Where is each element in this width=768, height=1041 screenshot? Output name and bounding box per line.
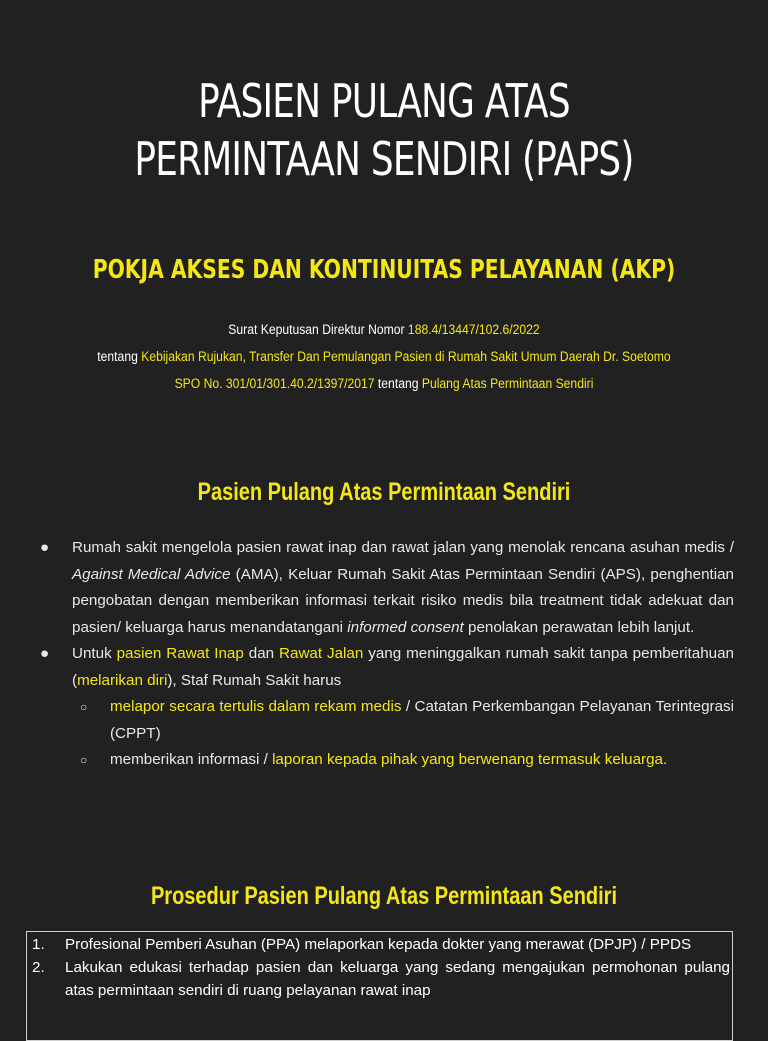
- bullet-icon: ●: [40, 645, 50, 662]
- list-item: [40, 641, 734, 694]
- bullet-text: penolakan perawatan lebih lanjut.: [463, 618, 695, 636]
- highlight-text: melarikan diri: [77, 671, 168, 689]
- reference-line-2: [38, 343, 729, 370]
- step-number: 1.: [32, 936, 45, 953]
- section-heading-paps: Pasien Pulang Atas Permintaan Sendiri: [197, 478, 571, 506]
- bullet-text: yang meninggalkan rumah sakit tanpa pemberitahuan (: [72, 645, 734, 689]
- bullet-text: dan: [243, 645, 280, 662]
- bullet-icon: ●: [40, 539, 50, 556]
- title-line-1: PASIEN PULANG ATAS: [198, 74, 570, 128]
- reference-label: tentang: [97, 349, 142, 364]
- procedure-steps: [30, 933, 730, 1002]
- policy-title: Kebijakan Rujukan, Transfer Dan Pemulangan Pasien di Rumah Sakit Umum Daerah Dr. Soetomo: [141, 349, 671, 364]
- bullet-text-italic: Against Medical Advice: [72, 565, 231, 583]
- procedure-step: [30, 956, 730, 1002]
- reference-label: Surat Keputusan Direktur Nomor: [228, 322, 408, 337]
- subtitle: POKJA AKSES DAN KONTINUITAS PELAYANAN (AKP): [92, 255, 676, 285]
- bullet-text: Rumah sakit mengelola pasien rawat inap dan rawat jalan yang menolak rencana asuhan medis /: [72, 539, 734, 556]
- sub-list-item: [40, 694, 734, 747]
- spo-number: SPO No. 301/01/301.40.2/1397/2017: [174, 376, 375, 391]
- page-title: [84, 72, 683, 188]
- circle-bullet-icon: ○: [80, 753, 88, 767]
- circle-bullet-icon: ○: [80, 700, 88, 714]
- bullet-text: ), Staf Rumah Sakit harus: [167, 671, 342, 689]
- highlight-text: laporan kepada pihak yang berwenang termasuk keluarga.: [272, 751, 668, 768]
- list-item: [40, 535, 734, 641]
- highlight-text: melapor secara tertulis dalam rekam medis: [110, 698, 402, 715]
- step-number: 2.: [32, 959, 45, 976]
- bullet-text: (AMA), Keluar Rumah Sakit Atas Permintaan Sendiri (APS), penghentian pengobatan dengan memberikan informasi terkait risiko medis bila treatment tidak adekuat dan pasien/ keluarga harus menandatangani: [72, 565, 734, 636]
- bullet-text-italic: informed consent: [347, 618, 464, 636]
- step-text: Profesional Pemberi Asuhan (PPA) melaporkan kepada dokter yang merawat (DPJP) / PPDS: [65, 936, 692, 953]
- reference-label: tentang: [374, 376, 422, 391]
- step-text: Lakukan edukasi terhadap pasien dan keluarga yang sedang mengajukan permohonan pulang atas permintaan sendiri di ruang pelayanan rawat inap: [65, 959, 730, 999]
- reference-line-3: [38, 370, 729, 397]
- section-heading-procedure: Prosedur Pasien Pulang Atas Permintaan Sendiri: [150, 882, 618, 910]
- bullet-text: / Catatan Perkembangan Pelayanan Terintegrasi (CPPT): [110, 698, 734, 742]
- procedure-step: [30, 933, 730, 956]
- bullet-list: [40, 535, 734, 774]
- highlight-text: pasien Rawat Inap: [116, 645, 244, 662]
- highlight-text: Rawat Jalan: [279, 645, 364, 662]
- bullet-text: memberikan informasi /: [110, 751, 273, 768]
- bullet-text: Untuk: [72, 645, 117, 662]
- reference-block: [38, 316, 729, 397]
- decree-number: 188.4/13447/102.6/2022: [407, 322, 540, 337]
- reference-line-1: [38, 316, 729, 343]
- spo-title: Pulang Atas Permintaan Sendiri: [421, 376, 594, 391]
- sub-list-item: [40, 747, 734, 774]
- title-line-2: PERMINTAAN SENDIRI (PAPS): [134, 132, 634, 186]
